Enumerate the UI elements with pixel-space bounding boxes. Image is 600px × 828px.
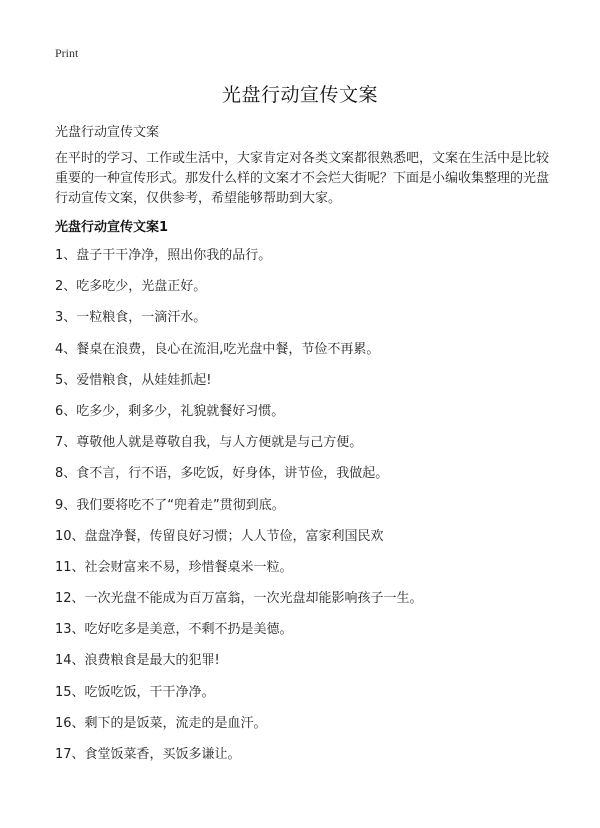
list-item: 13、吃好吃多是美意，不剩不扔是美德。 xyxy=(55,622,293,638)
list-item: 16、剩下的是饭菜，流走的是血汗。 xyxy=(55,715,267,731)
list-item: 5、爱惜粮食，从娃娃抓起! xyxy=(55,372,212,388)
list-item: 2、吃多吃少，光盘正好。 xyxy=(55,279,207,295)
list-item: 4、餐桌在浪费，良心在流泪,吃光盘中餐，节俭不再累。 xyxy=(55,341,380,357)
list-item: 10、盘盘净餐，传留良好习惯；人人节俭，富家利国民欢 xyxy=(55,528,384,544)
list-item: 14、浪费粮食是最大的犯罪! xyxy=(55,653,220,669)
print-link[interactable]: Print xyxy=(55,46,79,60)
intro-paragraph: 在平时的学习、工作或生活中，大家肯定对各类文案都很熟悉吧，文案在生活中是比较重要的一种宣传形式。那发什么样的文案才不会烂大街呢？下面是小编收集整理的光盘行动宣传文案，仅供参考，希望能够帮助到大家。 xyxy=(55,151,550,206)
list-item: 12、一次光盘不能成为百万富翁，一次光盘却能影响孩子一生。 xyxy=(55,591,423,607)
list-item: 17、食堂饭菜香，买饭多谦让。 xyxy=(55,747,241,762)
list-item: 15、吃饭吃饭，干干净净。 xyxy=(55,684,215,700)
list-item: 7、尊敬他人就是尊敬自我，与人方便就是与己方便。 xyxy=(55,435,363,451)
document-subtitle: 光盘行动宣传文案 xyxy=(55,125,160,140)
section-heading: 光盘行动宣传文案1 xyxy=(55,220,169,235)
list-item: 11、社会财富来不易，珍惜餐桌米一粒。 xyxy=(55,559,293,575)
list-item: 3、一粒粮食，一滴汗水。 xyxy=(55,310,207,326)
list-item: 1、盘子干干净净，照出你我的品行。 xyxy=(55,248,272,263)
slogan-list xyxy=(55,246,555,776)
list-item: 8、食不言，行不语，多吃饭，好身体，讲节俭，我做起。 xyxy=(55,466,389,482)
list-item: 9、我们要将吃不了“兜着走”贯彻到底。 xyxy=(55,497,285,513)
document-title: 光盘行动宣传文案 xyxy=(221,84,378,106)
list-item: 6、吃多少，剩多少，礼貌就餐好习惯。 xyxy=(55,403,285,419)
